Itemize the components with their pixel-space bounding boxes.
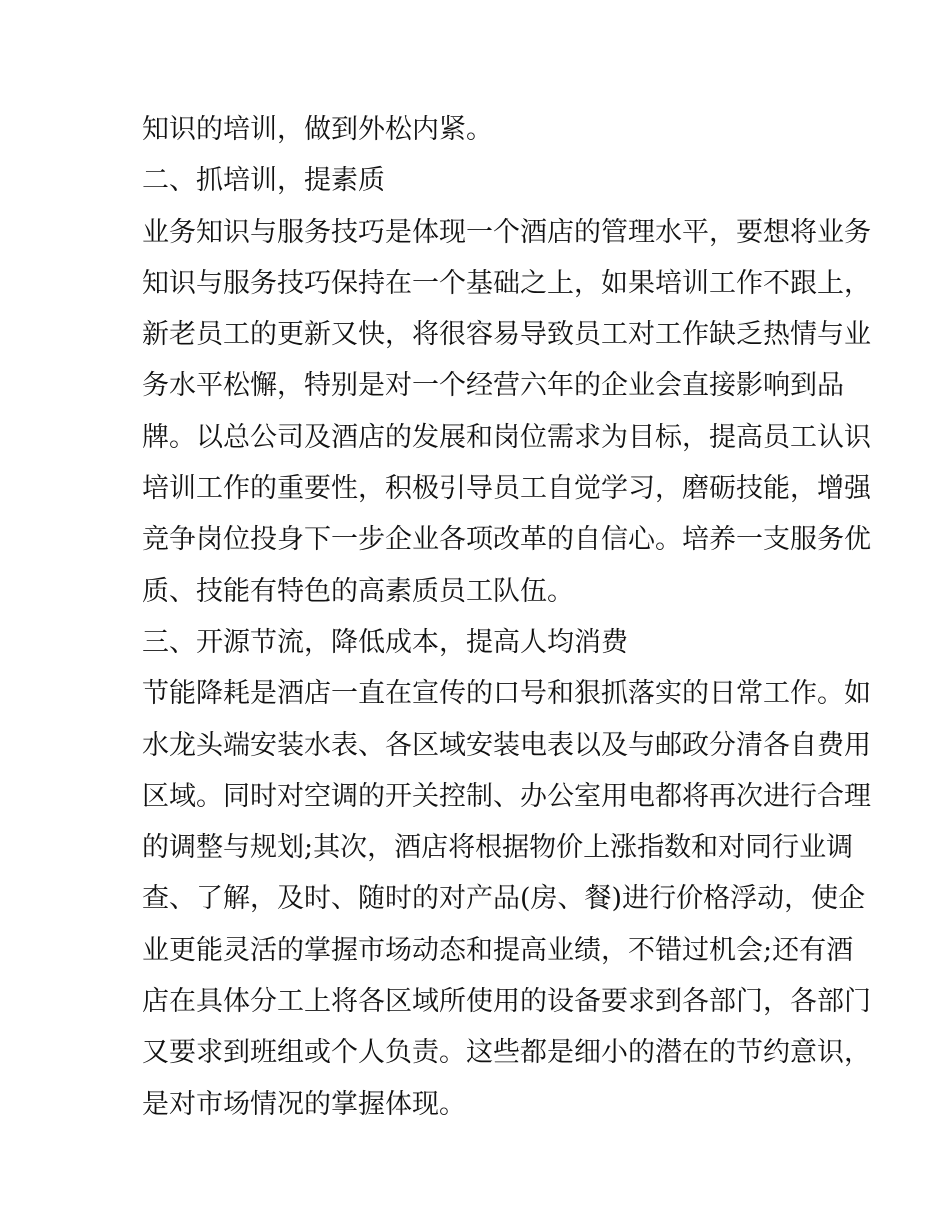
text-line: 牌。以总公司及酒店的发展和岗位需求为目标，提高员工认识: [142, 421, 871, 453]
text-line: 知识与服务技巧保持在一个基础之上，如果培训工作不跟上，: [142, 267, 871, 299]
text-line: 水龙头端安装水表、各区域安装电表以及与邮政分清各自费用: [142, 729, 871, 761]
text-line: 业务知识与服务技巧是体现一个酒店的管理水平，要想将业务: [142, 216, 871, 248]
text-line: 务水平松懈，特别是对一个经营六年的企业会直接影响到品: [142, 370, 844, 402]
text-line: 质、技能有特色的高素质员工队伍。: [142, 575, 574, 607]
section-heading: 三、开源节流，降低成本，提高人均消费: [142, 626, 628, 658]
text-line: 业更能灵活的掌握市场动态和提高业绩，不错过机会;还有酒: [142, 934, 854, 966]
text-line: 知识的培训，做到外松内紧。: [142, 114, 493, 145]
text-line: 节能降耗是酒店一直在宣传的口号和狠抓落实的日常工作。如: [142, 678, 871, 710]
text-line: 的调整与规划;其次，酒店将根据物价上涨指数和对同行业调: [142, 832, 854, 864]
text-line: 区域。同时对空调的开关控制、办公室用电都将再次进行合理: [142, 780, 871, 812]
section-heading: 二、抓培训，提素质: [142, 165, 385, 197]
text-line: 是对市场情况的掌握体现。: [142, 1088, 466, 1120]
text-line: 又要求到班组或个人负责。这些都是细小的潜在的节约意识，: [142, 1037, 871, 1069]
document-body: [142, 104, 871, 1130]
text-line: 培训工作的重要性，积极引导员工自觉学习，磨砺技能，增强: [142, 473, 871, 505]
text-line: 新老员工的更新又快，将很容易导致员工对工作缺乏热情与业: [142, 319, 871, 351]
text-line: 店在具体分工上将各区域所使用的设备要求到各部门，各部门: [142, 986, 871, 1018]
text-line: 竞争岗位投身下一步企业各项改革的自信心。培养一支服务优: [142, 524, 871, 556]
text-line: 查、了解，及时、随时的对产品(房、餐)进行价格浮动，使企: [142, 883, 866, 915]
